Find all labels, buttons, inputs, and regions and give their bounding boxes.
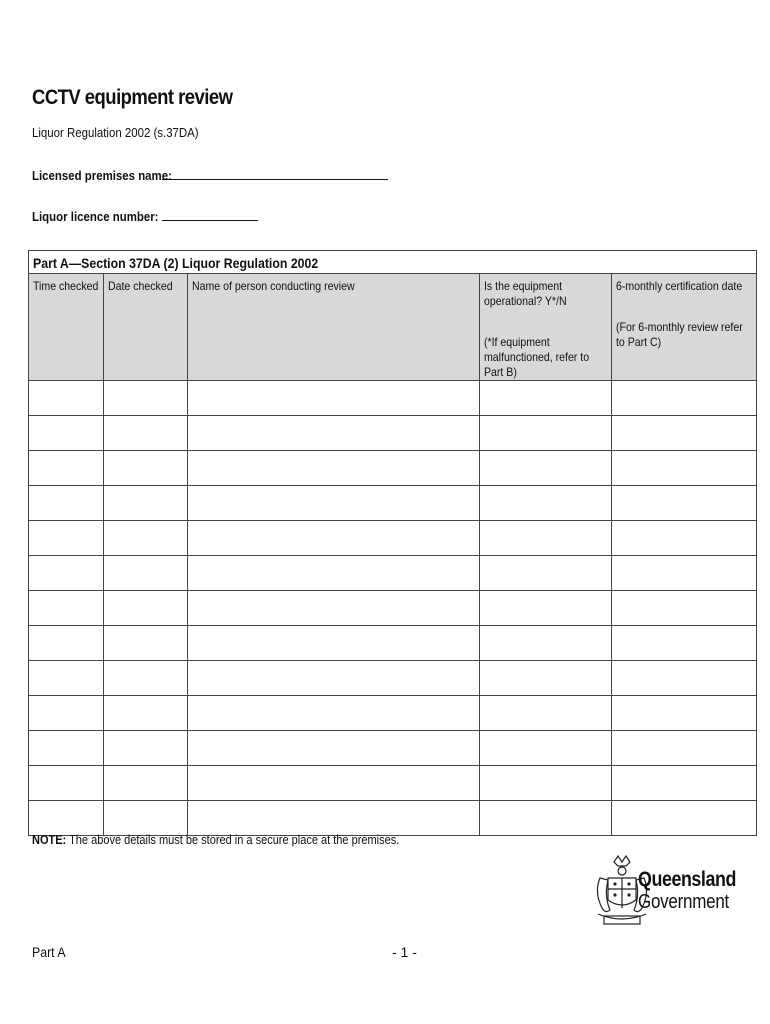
cell-operational[interactable] <box>480 486 612 521</box>
cell-time[interactable] <box>29 381 104 416</box>
certification-note: (For 6-monthly review refer to Part C) <box>616 320 743 349</box>
cell-date[interactable] <box>104 521 188 556</box>
cell-name[interactable] <box>188 486 480 521</box>
cell-date[interactable] <box>104 731 188 766</box>
premises-name-label: Licensed premises name: <box>32 168 172 183</box>
cell-certification[interactable] <box>612 591 757 626</box>
note-text: The above details must be stored in a secure place at the premises. <box>66 833 400 847</box>
cell-time[interactable] <box>29 661 104 696</box>
cell-time[interactable] <box>29 626 104 661</box>
cell-time[interactable] <box>29 696 104 731</box>
cell-time[interactable] <box>29 801 104 836</box>
cell-certification[interactable] <box>612 486 757 521</box>
cell-operational[interactable] <box>480 766 612 801</box>
cell-certification[interactable] <box>612 801 757 836</box>
cell-date[interactable] <box>104 486 188 521</box>
footer-part-label: Part A <box>32 944 66 960</box>
cell-certification[interactable] <box>612 451 757 486</box>
logo-queensland: Queensland <box>638 868 736 891</box>
cell-name[interactable] <box>188 731 480 766</box>
document-title: CCTV equipment review <box>32 86 233 109</box>
cell-date[interactable] <box>104 591 188 626</box>
table-body <box>29 381 757 836</box>
cell-name[interactable] <box>188 801 480 836</box>
cell-operational[interactable] <box>480 626 612 661</box>
cell-time[interactable] <box>29 451 104 486</box>
cell-date[interactable] <box>104 556 188 591</box>
cell-operational[interactable] <box>480 381 612 416</box>
note-label: NOTE: <box>32 833 67 847</box>
cell-name[interactable] <box>188 696 480 731</box>
table-row <box>29 731 757 766</box>
licence-number-blank[interactable] <box>162 219 258 221</box>
cell-operational[interactable] <box>480 591 612 626</box>
cell-time[interactable] <box>29 591 104 626</box>
cell-date[interactable] <box>104 416 188 451</box>
document-subtitle: Liquor Regulation 2002 (s.37DA) <box>32 125 199 140</box>
cell-operational[interactable] <box>480 556 612 591</box>
part-a-title: Part A—Section 37DA (2) Liquor Regulation 2002 <box>29 251 757 274</box>
cell-time[interactable] <box>29 556 104 591</box>
cell-date[interactable] <box>104 661 188 696</box>
premises-name-blank[interactable] <box>162 178 388 180</box>
storage-note <box>32 833 399 847</box>
table-row <box>29 381 757 416</box>
col-header-date: Date checked <box>104 274 188 381</box>
cell-operational[interactable] <box>480 731 612 766</box>
cell-operational[interactable] <box>480 801 612 836</box>
cell-time[interactable] <box>29 486 104 521</box>
cell-operational[interactable] <box>480 521 612 556</box>
table-header-row <box>29 274 757 381</box>
table-row <box>29 486 757 521</box>
cell-date[interactable] <box>104 626 188 661</box>
cell-time[interactable] <box>29 766 104 801</box>
cell-certification[interactable] <box>612 661 757 696</box>
cell-time[interactable] <box>29 731 104 766</box>
cell-name[interactable] <box>188 661 480 696</box>
cell-certification[interactable] <box>612 381 757 416</box>
cell-certification[interactable] <box>612 416 757 451</box>
table-row <box>29 521 757 556</box>
table-row <box>29 766 757 801</box>
cell-operational[interactable] <box>480 416 612 451</box>
col-header-operational: Is the equipment operational? Y*/N (*If equipment malfunctioned, refer to Part B) <box>480 274 612 381</box>
cell-certification[interactable] <box>612 556 757 591</box>
col-header-name: Name of person conducting review <box>188 274 480 381</box>
table-row <box>29 591 757 626</box>
cell-certification[interactable] <box>612 626 757 661</box>
col-header-time: Time checked <box>29 274 104 381</box>
table-row <box>29 416 757 451</box>
cell-name[interactable] <box>188 626 480 661</box>
premises-name-field <box>32 168 388 183</box>
cell-name[interactable] <box>188 521 480 556</box>
table-row <box>29 556 757 591</box>
cell-operational[interactable] <box>480 451 612 486</box>
cell-date[interactable] <box>104 451 188 486</box>
cell-certification[interactable] <box>612 766 757 801</box>
licence-number-field <box>32 209 258 224</box>
cell-certification[interactable] <box>612 731 757 766</box>
cell-name[interactable] <box>188 591 480 626</box>
table-row <box>29 801 757 836</box>
cell-time[interactable] <box>29 521 104 556</box>
cell-time[interactable] <box>29 416 104 451</box>
cell-name[interactable] <box>188 766 480 801</box>
cell-date[interactable] <box>104 766 188 801</box>
licence-number-label: Liquor licence number: <box>32 209 159 224</box>
cell-date[interactable] <box>104 696 188 731</box>
cell-operational[interactable] <box>480 696 612 731</box>
cell-certification[interactable] <box>612 696 757 731</box>
logo-government: Government <box>638 891 730 913</box>
cell-date[interactable] <box>104 801 188 836</box>
cell-operational[interactable] <box>480 661 612 696</box>
cell-name[interactable] <box>188 556 480 591</box>
review-table <box>28 250 757 836</box>
col-header-certification: 6-monthly certification date (For 6-monthly review refer to Part C) <box>612 274 757 381</box>
operational-note: (*If equipment malfunctioned, refer to Part B) <box>484 335 590 379</box>
table-row <box>29 626 757 661</box>
cell-certification[interactable] <box>612 521 757 556</box>
government-logo <box>638 868 753 914</box>
cell-date[interactable] <box>104 381 188 416</box>
cell-name[interactable] <box>188 451 480 486</box>
table-row <box>29 661 757 696</box>
table-row <box>29 696 757 731</box>
cell-name[interactable] <box>188 381 480 416</box>
cell-name[interactable] <box>188 416 480 451</box>
page-number: - 1 - <box>392 944 417 960</box>
table-row <box>29 451 757 486</box>
